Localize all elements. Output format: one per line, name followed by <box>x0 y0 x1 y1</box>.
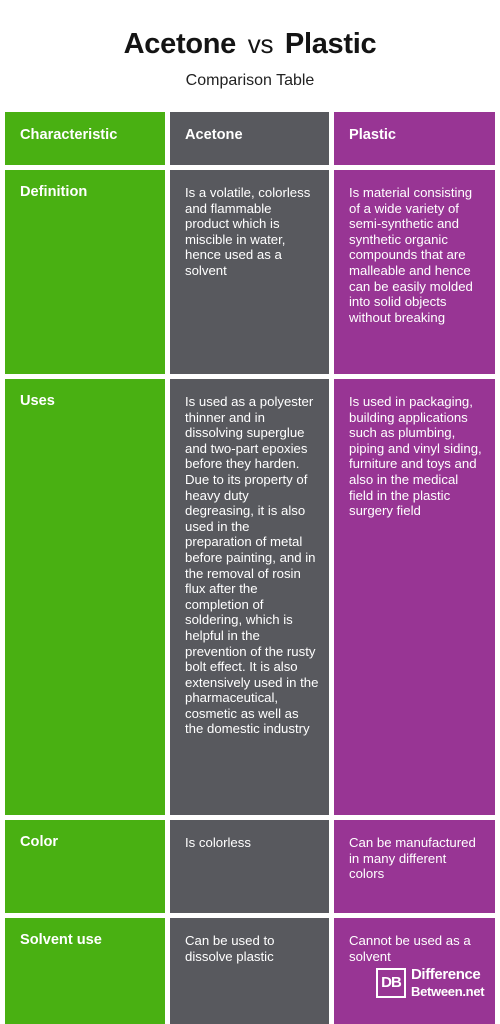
plastic-uses: Is used in packaging, building applications such as plumbing, piping and vinyl siding, furniture and toys and also in the medical field in the plastic surgery field <box>334 379 495 815</box>
title-plastic: Plastic <box>284 28 377 60</box>
comparison-table <box>0 112 500 1024</box>
db-logo-icon: DB <box>376 968 406 998</box>
column-header-characteristic: Characteristic <box>5 112 165 165</box>
row-label-color: Color <box>5 820 165 913</box>
table-row-uses <box>0 379 500 815</box>
acetone-solvent-use: Can be used to dissolve plastic <box>170 918 329 1024</box>
table-header-row <box>0 112 500 165</box>
acetone-uses: Is used as a polyester thinner and in dissolving superglue and two-part epoxies before they harden. Due to its property of heavy duty degreasing, it is also used in the preparation of metal before painting, and in the removal of rosin flux after the completion of soldering, which is helpful in the prevention of the rusty bolt effect. It is also extensively used in the pharmaceutical, cosmetic as well as the domestic industry <box>170 379 329 815</box>
logo-text-between: Between.net <box>411 984 485 999</box>
difference-between-logo <box>376 966 494 1002</box>
column-header-acetone: Acetone <box>170 112 329 165</box>
row-label-uses: Uses <box>5 379 165 815</box>
plastic-solvent-use: Cannot be used as a solvent <box>334 918 495 1024</box>
page-subtitle: Comparison Table <box>185 72 315 89</box>
table-row-color <box>0 820 500 913</box>
logo-text-difference: Difference <box>411 966 481 983</box>
title-acetone: Acetone <box>123 28 236 60</box>
table-row-definition <box>0 170 500 374</box>
title-vs: vs <box>247 29 274 59</box>
column-header-plastic: Plastic <box>334 112 495 165</box>
row-label-definition: Definition <box>5 170 165 374</box>
plastic-color: Can be manufactured in many different colors <box>334 820 495 913</box>
row-label-solvent-use: Solvent use <box>5 918 165 1024</box>
header <box>0 0 500 112</box>
page-title <box>0 28 500 61</box>
plastic-definition: Is material consisting of a wide variety of semi-synthetic and synthetic organic compounds that are malleable and hence can be easily molded into solid objects without breaking <box>334 170 495 374</box>
acetone-definition: Is a volatile, colorless and flammable product which is miscible in water, hence used as a solvent <box>170 170 329 374</box>
acetone-color: Is colorless <box>170 820 329 913</box>
